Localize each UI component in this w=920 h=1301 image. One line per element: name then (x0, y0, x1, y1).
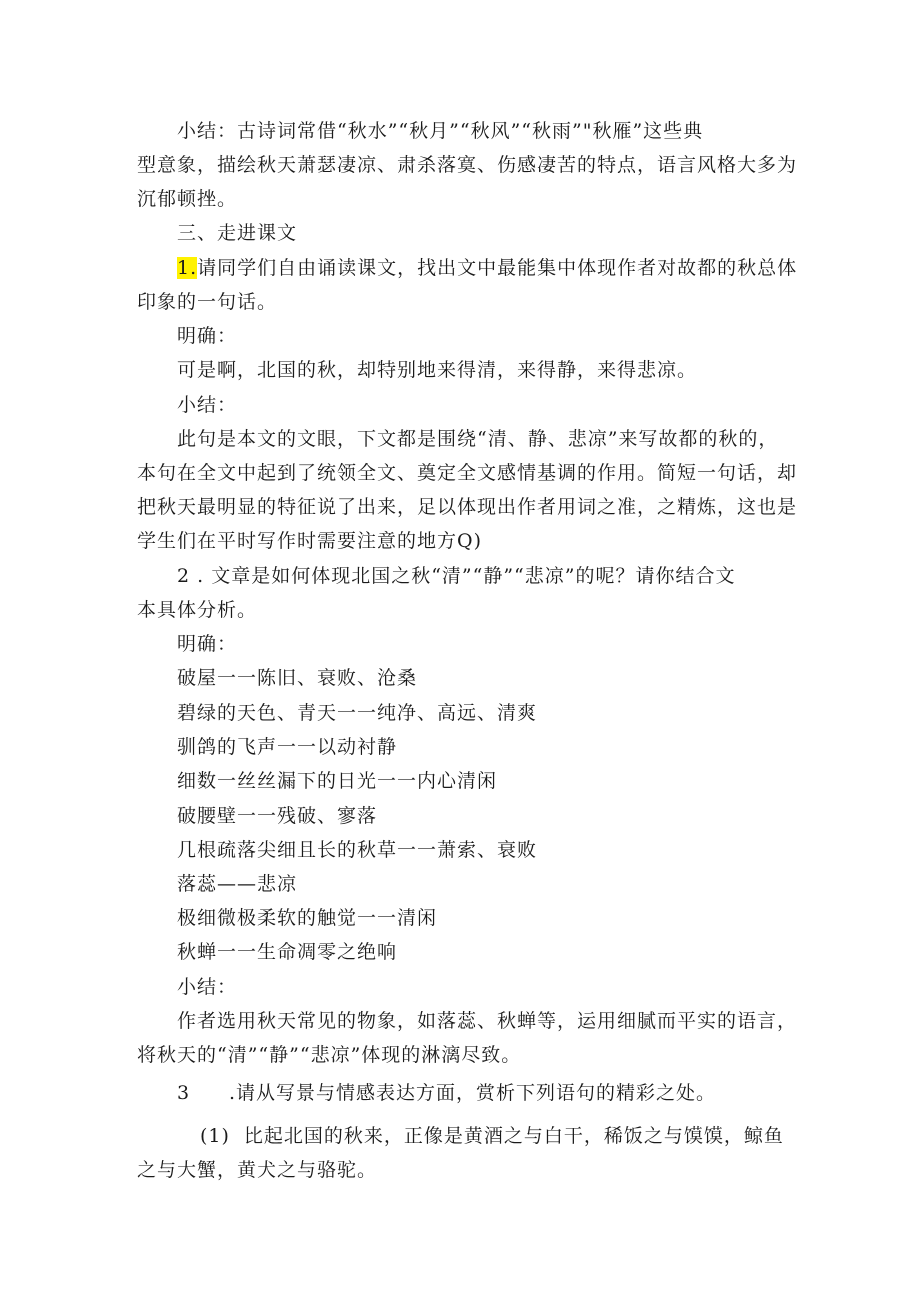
question1-summary-line4: 学生们在平时写作时需要注意的地方Q) (137, 530, 482, 552)
question2-item: 驯鸽的飞声一一以动衬静 (177, 736, 398, 758)
question3-line (177, 1081, 716, 1105)
question2-clarify-label: 明确： (177, 633, 238, 655)
question2-item: 细数一丝丝漏下的日光一一内心清闲 (177, 770, 498, 792)
question2-item: 碧绿的天色、青天一一纯净、高远、清爽 (177, 702, 538, 724)
question1-summary-line2: 本句在全文中起到了统领全文、奠定全文感情基调的作用。简短一句话，却 (137, 462, 798, 484)
question2-item: 破屋一一陈旧、衰败、沧桑 (177, 667, 418, 689)
section-heading: 三、走进课文 (177, 222, 298, 244)
question2-summary-line1: 作者选用秋天常见的物象，如落蕊、秋蝉等，运用细腻而平实的语言， (177, 1010, 798, 1032)
question1-summary-line3: 把秋天最明显的特征说了出来，足以体现出作者用词之准，之精炼，这也是 (137, 496, 798, 518)
question2-line2: 本具体分析。 (137, 599, 258, 621)
question2-item: 秋蝉一一生命凋零之绝响 (177, 941, 398, 963)
question2-item: 破腰壁一一残破、寥落 (177, 805, 378, 827)
question3-text: .请从写景与情感表达方面，赏析下列语句的精彩之处。 (229, 1082, 717, 1104)
question1-line2: 印象的一句话。 (137, 291, 278, 313)
question1-number: 1. (177, 257, 198, 279)
question1-summary-label: 小结： (177, 394, 238, 416)
question2-summary-line2: 将秋天的“清”“静”“悲凉”体现的淋漓尽致。 (137, 1044, 522, 1066)
question2-item: 极细微极柔软的触觉一一清闲 (177, 907, 438, 929)
summary1-line1: 小结：古诗词常借“秋水”“秋月”“秋风”“秋雨”"秋雁”这些典 (177, 120, 704, 142)
question3-number: 3 (177, 1082, 191, 1104)
question2-item: 几根疏落尖细且长的秋草一一萧索、衰败 (177, 839, 538, 861)
question2-summary-label: 小结： (177, 976, 238, 998)
summary1-line2: 型意象，描绘秋天萧瑟凄凉、肃杀落寞、伤感凄苦的特点，语言风格大多为 (137, 154, 798, 176)
question3-item1-number: (1) (200, 1125, 230, 1147)
question3-item1-line2: 之与大蟹，黄犬之与骆驼。 (137, 1159, 378, 1181)
question1-clarify-label: 明确： (177, 325, 238, 347)
summary1-line3: 沉郁顿挫。 (137, 188, 238, 210)
question1-text: 请同学们自由诵读课文，找出文中最能集中体现作者对故都的秋总体 (197, 257, 798, 279)
question2-line1: 2 . 文章是如何体现北国之秋“清”“静”“悲凉”的呢？请你结合文 (177, 565, 736, 587)
question2-item: 落蕊——悲凉 (177, 873, 298, 895)
question1-summary-line1: 此句是本文的文眼，下文都是围绕“清、静、悲凉”来写故都的秋的， (177, 428, 779, 450)
question1-answer: 可是啊，北国的秋，却特别地来得清，来得静，来得悲凉。 (177, 359, 698, 381)
question3-item1-text: 比起北国的秋来，正像是黄酒之与白干，稀饭之与馍馍，鲸鱼 (243, 1125, 784, 1147)
question1-line1 (177, 256, 797, 280)
question3-item1-line1 (200, 1124, 784, 1148)
